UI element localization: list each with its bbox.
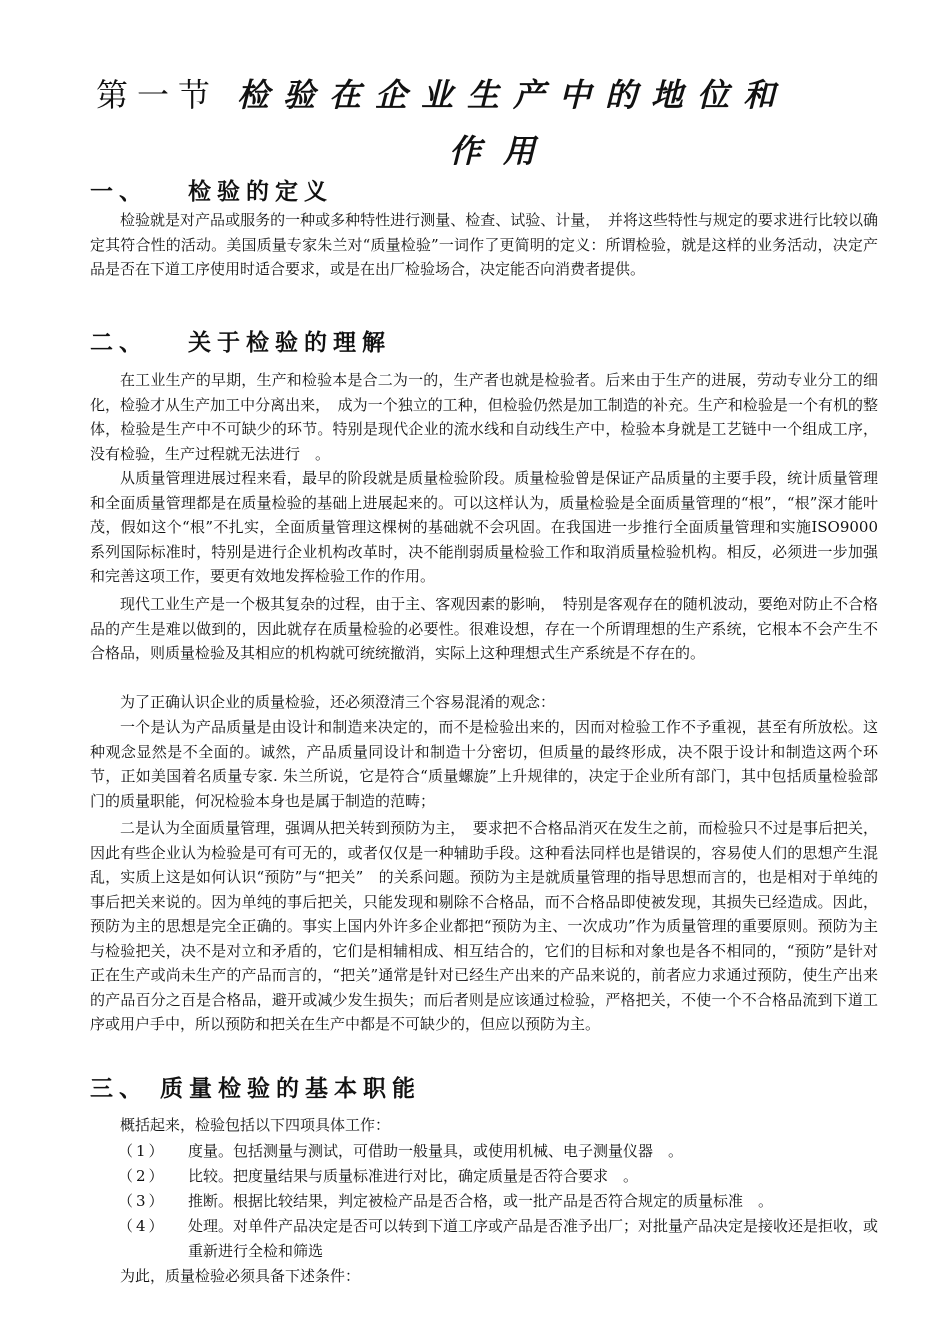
list-item-text: 处理。对单件产品决定是否可以转到下道工序或产品是否准予出厂；对批量产品决定是接收还是拒收，或重新进行全检和筛选 bbox=[188, 1217, 879, 1260]
section-title: 检验的定义 bbox=[188, 179, 333, 205]
section-intro: 概括起来，检验包括以下四项具体工作： bbox=[120, 1116, 391, 1134]
section-heading-3 bbox=[90, 1074, 421, 1104]
paragraph: 从质量管理进展过程来看，最早的阶段就是质量检验阶段。质量检验曾是保证产品质量的主要手段，统计质量管理和全面质量管理都是在质量检验的基础上进展起来的。可以这样认为，质量检验是全面质量管理的“根”，“根”深才能叶茂，假如这个“根”不扎实，全面质量管理这棵树的基础就不会巩固。在我国进一步推行全面质量管理和实施ISO9000 系列国际标准时，特别是进行企业机构改革时，决不能削弱质量检验工作和取消质量检验机构。相反，必须进一步加强和完善这项工作，要更有效地发挥检验工作的作用。 bbox=[90, 469, 878, 585]
paragraph: 在工业生产的早期，生产和检验本是合二为一的，生产者也就是检验者。后来由于生产的进展，劳动专业分工的细化，检验才从生产加工中分离出来， 成为一个独立的工种，但检验仍然是加工制造的补充。生产和检验是一个有机的整体，检验是生产中不可缺少的环节。特别是现代企业的流水线和自动线生产中，检验本身就是工艺链中一个组成工序，没有检验，生产过程就无法进行 。 bbox=[90, 371, 878, 463]
list-item-text: 推断。根据比较结果，判定被检产品是否合格，或一批产品是否符合规定的质量标准 。 bbox=[188, 1192, 774, 1210]
list-item-text: 比较。把度量结果与质量标准进行对比，确定质量是否符合要求 。 bbox=[188, 1167, 639, 1185]
title-main-text: 检验在企业生产中的地位和 bbox=[237, 76, 790, 114]
title-section-number: 第一节 bbox=[96, 76, 220, 114]
section-heading-2 bbox=[90, 328, 391, 358]
paragraph: 二是认为全面质量管理，强调从把关转到预防为主， 要求把不合格品消灭在发生之前，而检验只不过是事后把关，因此有些企业认为检验是可有可无的，或者仅仅是一种辅助手段。这种看法同样也是错误的，容易使人们的思想产生混乱，实质上这是如何认识“预防”与“把关” 的关系问题。预防为主是就质量管理的指导思想而言的，也是相对于单纯的事后把关来说的。因为单纯的事后把关，只能发现和剔除不合格品，而不合格品即使被发现，其损失已经造成。因此，预防为主的思想是完全正确的。事实上国内外许多企业都把“预防为主、一次成功”作为质量管理的重要原则。预防为主与检验把关，决不是对立和矛盾的，它们是相辅相成、相互结合的，它们的目标和对象也是各不相同的，“预防”是针对正在生产或尚未生产的产品而言的，“把关”通常是针对已经生产出来的产品来说的，前者应力求通过预防，使生产出来的产品百分之百是合格品，避开或减少发生损失；而后者则是应该通过检验，严格把关，不使一个不合格品流到下道工序或用户手中，所以预防和把关在生产中都是不可缺少的，但应以预防为主。 bbox=[90, 819, 878, 1033]
list-item-number: （1） bbox=[118, 1142, 167, 1160]
section-title: 关于检验的理解 bbox=[188, 330, 391, 356]
list-item-number: （2） bbox=[118, 1167, 167, 1185]
list-item bbox=[118, 1164, 878, 1189]
list-item bbox=[118, 1189, 878, 1214]
paragraph: 现代工业生产是一个极其复杂的过程，由于主、客观因素的影响， 特别是客观存在的随机波动，要绝对防止不合格品的产生是难以做到的，因此就存在质量检验的必要性。很难设想，存在一个所谓理想的生产系统，它根本不会产生不合格品，则质量检验及其相应的机构就可统统撤消，实际上这种理想式生产系统是不存在的。 bbox=[90, 595, 878, 662]
title-continuation: 作用 bbox=[448, 132, 557, 170]
section-heading-1 bbox=[90, 177, 333, 207]
list-item-text: 度量。包括测量与测试，可借助一般量具，或使用机械、电子测量仪器 。 bbox=[188, 1142, 684, 1160]
section-number: 一、 bbox=[90, 179, 148, 205]
paragraph: 为了正确认识企业的质量检验，还必须澄清三个容易混淆的观念： bbox=[120, 693, 556, 711]
section-number: 三、 bbox=[90, 1076, 148, 1102]
closing-paragraph: 为此，质量检验必须具备下述条件： bbox=[120, 1267, 361, 1285]
section-title: 质量检验的基本职能 bbox=[160, 1076, 421, 1102]
list-item-number: （3） bbox=[118, 1192, 167, 1210]
section-number: 二、 bbox=[90, 330, 148, 356]
page-title bbox=[96, 70, 866, 176]
list-item-number: （4） bbox=[118, 1217, 167, 1235]
list-item bbox=[118, 1214, 879, 1260]
list-item bbox=[118, 1139, 878, 1164]
paragraph: 检验就是对产品或服务的一种或多种特性进行测量、检查、试验、计量， 并将这些特性与规定的要求进行比较以确定其符合性的活动。美国质量专家朱兰对“质量检验”一词作了更简明的定义：所谓检验，就是这样的业务活动，决定产品是否在下道工序使用时适合要求，或是在出厂检验场合，决定能否向消费者提供。 bbox=[90, 211, 878, 278]
paragraph: 一个是认为产品质量是由设计和制造来决定的，而不是检验出来的，因而对检验工作不予重视，甚至有所放松。这种观念显然是不全面的。诚然，产品质量同设计和制造十分密切，但质量的最终形成，决不限于设计和制造这两个环节，正如美国着名质量专家. 朱兰所说，它是符合“质量螺旋”上升规律的，决定于企业所有部门，其中包括质量检验部门的质量职能，何况检验本身也是属于制造的范畴； bbox=[90, 718, 878, 810]
